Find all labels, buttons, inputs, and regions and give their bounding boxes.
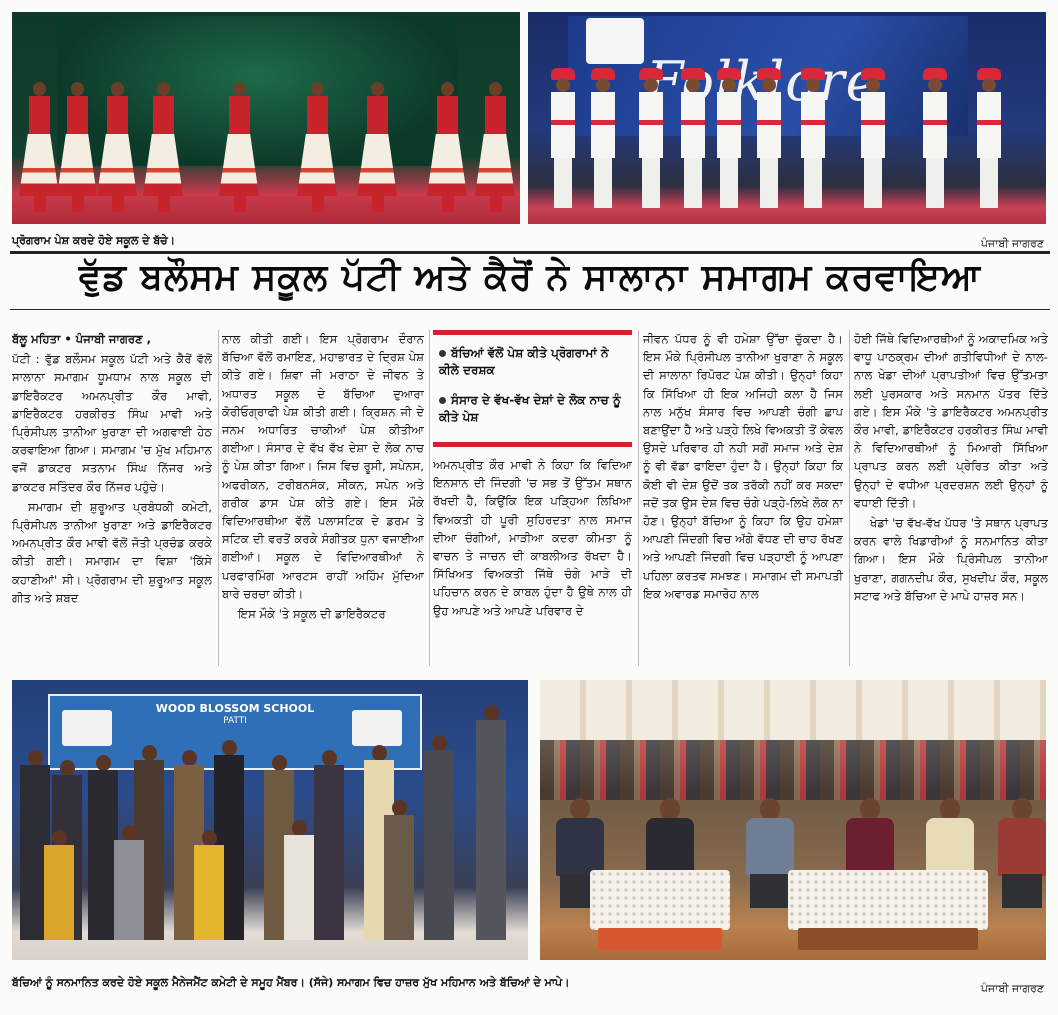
school-logo — [62, 710, 112, 746]
seated-student — [192, 830, 226, 940]
tent-canopy — [540, 680, 1046, 740]
seated-student — [42, 830, 76, 940]
column-divider — [638, 330, 639, 666]
dancer-figure — [432, 82, 462, 212]
top-photo-credit: ਪੰਜਾਬੀ ਜਾਗਰਣ — [980, 237, 1044, 250]
seated-student — [112, 825, 146, 940]
photo-stage-dancers — [12, 12, 520, 224]
school-logo — [586, 18, 644, 64]
performer-figure — [636, 68, 666, 208]
lace-table — [788, 870, 988, 930]
photo-award-group — [12, 680, 528, 960]
highlights-bar-top — [433, 330, 632, 335]
headline: ਵੁੱਡ ਬਲੌਸਮ ਸਕੂਲ ਪੱਟੀ ਅਤੇ ਕੈਰੋਂ ਨੇ ਸਾਲਾਨਾ ਸਮਾਗਮ ਕਰਵਾਇਆ — [78, 257, 982, 298]
dancer-figure — [24, 82, 54, 212]
performer-figure — [714, 68, 744, 208]
photo-audience — [540, 680, 1046, 960]
article-paragraph: ਨਾਲ ਕੀਤੀ ਗਈ। ਇਸ ਪ੍ਰੋਗਰਾਮ ਦੌਰਾਨ ਬੱਚਿਆ ਵੱਲੋਂ ਰਮਾਇਣ, ਮਹਾਭਾਰਤ ਦੇ ਦ੍ਰਿਸ਼ ਪੇਸ਼ ਕੀਤੇ ਗਏ। ਸ਼ਿਵਾ ਜੀ ਮਰਾਠਾ ਦੇ ਜੀਵਨ ਤੇ ਅਧਾਰਤ ਸਕੂਲ ਦੇ ਬੱਚਿਆ ਦੁਆਰਾ ਕੋਰੀਓਗ੍ਰਾਫੀ ਪੇਸ਼ ਕੀਤੀ ਗਈ। ਕ੍ਰਿਸ਼ਨ ਜੀ ਦੇ ਜਨਮ ਅਧਾਰਿਤ ਚਾਕੀਆਂ ਪੇਸ਼ ਕੀਤੀਆ ਗਈਆ। ਸੰਸਾਰ ਦੇ ਵੱਖ ਵੱਖ ਦੇਸ਼ਾ ਦੇ ਲੋਕ ਨਾਚ ਨੂੰ ਪੇਸ਼ ਕੀਤਾ ਗਿਆ। ਜਿਸ ਵਿਚ ਰੂਸੀ, ਸਪੇਨਸ, ਅਫਰੀਕਨ, ਟਰੀਬਨਸੰਕ, ਸੀਕਨ, ਸਪੇਨ ਅਤੇ ਗਰੀਕ ਡਾਸ ਪੇਸ਼ ਕੀਤੇ ਗਏ। ਇਸ ਮੌਕੇ ਵਿਦਿਆਰਥੀਆ ਵੱਲੋਂ ਪਲਾਸਟਿਕ ਦੇ ਡਰਮ ਤੇ ਸਟਿਕ ਦੀ ਵਰਤੋਂ ਕਰਕੇ ਸੰਗੀਤਕ ਧੁਨਾ ਵਜਾਈਆ ਗਈਆਂ। ਸਕੂਲ ਦੇ ਵਿਦਿਆਰਥੀਆਂ ਨੇ ਪਰਫਾਰਮਿੰਗ ਆਰਟਸ ਰਾਹੀਂ ਅਹਿੰਮ ਮੁੱਦਿਆ ਬਾਰੇ ਚਰਚਾ ਕੀਤੀ। — [222, 332, 424, 601]
column-divider — [218, 330, 219, 666]
article-column-3 — [433, 456, 632, 666]
highlights-bar-bottom — [433, 442, 632, 447]
person-figure — [474, 705, 508, 940]
performer-figure — [588, 68, 618, 208]
article-paragraph: ਸਮਾਗਮ ਦੀ ਸ਼ੁਰੂਆਤ ਪ੍ਰਬੰਧਕੀ ਕਮੇਟੀ, ਪ੍ਰਿੰਸੀਪਲ ਤਾਨੀਆ ਖੁਰਾਣਾ ਅਤੇ ਡਾਇਰੈਕਟਰ ਅਮਨਪ੍ਰੀਤ ਕੌਰ ਮਾਵੀ ਵੱਲੋਂ ਜੋਤੀ ਪ੍ਰਚੰਡ ਕਰਕੇ ਕੀਤੀ ਗਈ। ਸਮਾਗਮ ਦਾ ਵਿਸ਼ਾ 'ਕਿੱਸੇ ਕਹਾਣੀਆਂ' ਸੀ। ਪ੍ਰੋਗਰਾਮ ਦੀ ਸ਼ੁਰੂਆਤ ਸਕੂਲ ਗੀਤ ਅਤੇ ਸ਼ਬਦ — [12, 499, 212, 605]
article-paragraph: ਪੱਟੀ : ਵੁੱਡ ਬਲੌਸਮ ਸਕੂਲ ਪੱਟੀ ਅਤੇ ਕੈਰੋਂ ਵੱਲੋਂ ਸਾਲਾਨਾ ਸਮਾਗਮ ਧੂਮਧਾਮ ਨਾਲ ਸਕੂਲ ਦੀ ਡਾਇਰੈਕਟਰ ਅਮਨਪ੍ਰੀਤ ਕੌਰ ਮਾਵੀ, ਡਾਇਰੈਕਟਰ ਹਰਕੀਰਤ ਸਿੰਘ ਮਾਵੀ ਅਤੇ ਪ੍ਰਿੰਸੀਪਲ ਤਾਨੀਆ ਖੁਰਾਣਾ ਦੀ ਅਗਵਾਈ ਹੇਠ ਕਰਵਾਇਆ ਗਿਆ। ਸਮਾਗਮ 'ਚ ਮੁੱਖ ਮਹਿਮਾਨ ਵਜੋਂ ਡਾਕਟਰ ਸਤਨਾਮ ਸਿੰਘ ਨਿੱਜਰ ਅਤੇ ਡਾਕਟਰ ਸਤਿੰਦਰ ਕੌਰ ਨਿੱਜਰ ਪਹੁੰਚੇ। — [12, 352, 212, 494]
seated-person — [382, 800, 416, 940]
top-photo-caption: ਪ੍ਰੋਗਰਾਮ ਪੇਸ਼ ਕਰਦੇ ਹੋਏ ਸਕੂਲ ਦੇ ਬੱਚੇ। — [12, 234, 176, 247]
byline: ਬੱਲੂ ਮਹਿਤਾ • ਪੰਜਾਬੀ ਜਾਗਰਣ , — [12, 332, 152, 346]
dancer-figure — [148, 82, 178, 212]
article-paragraph: ਖੇਡਾਂ 'ਚ ਵੱਖ-ਵੱਖ ਪੱਧਰ 'ਤੇ ਸਥਾਨ ਪ੍ਰਾਪਤ ਕਰਨ ਵਾਲੇ ਖਿਡਾਰੀਆਂ ਨੂੰ ਸਨਮਾਨਿਤ ਕੀਤਾ ਗਿਆ। ਇਸ ਮੌਕੇ ਪ੍ਰਿੰਸੀਪਲ ਤਾਨੀਆ ਖੁਰਾਣਾ, ਗਗਨਦੀਪ ਕੌਰ, ਸੁਖਦੀਪ ਕੌਰ, ਸਕੂਲ ਸਟਾਫ ਅਤੇ ਬੱਚਿਆ ਦੇ ਮਾਪੇ ਹਾਜ਼ਰ ਸਨ। — [854, 516, 1048, 603]
highlights-box — [433, 330, 632, 449]
performer-figure — [754, 68, 784, 208]
person-figure — [312, 750, 346, 940]
lace-table — [590, 870, 730, 930]
column-divider — [429, 330, 430, 666]
performer-figure — [548, 68, 578, 208]
bullet-icon — [439, 397, 446, 404]
seated-guest — [992, 798, 1046, 908]
article-paragraph: ਅਮਨਪ੍ਰੀਤ ਕੌਰ ਮਾਵੀ ਨੇ ਕਿਹਾ ਕਿ ਵਿਦਿਆ ਇਨਸਾਨ ਦੀ ਜਿੰਦਗੀ 'ਚ ਸਭ ਤੋਂ ਉੱਤਮ ਸਥਾਨ ਰੱਖਦੀ ਹੈ, ਕਿਉਂਕਿ ਇਕ ਪੜ੍ਹਿਆ ਲਿਖਿਆ ਵਿਅਕਤੀ ਹੀ ਪੂਰੀ ਸੁਹਿਰਦਤਾ ਨਾਲ ਸਮਾਜ ਦੀਆ ਚੰਗੀਆਂ, ਮਾੜੀਆ ਕਦਰਾ ਕੀਮਤਾ ਨੂੰ ਵਾਚਨ ਤੇ ਜਾਚਨ ਦੀ ਕਾਬਲੀਅਤ ਰੱਖਦਾ ਹੈ। ਸਿੱਖਿਅਤ ਵਿਅਕਤੀ ਜਿੱਥੇ ਚੰਗੇ ਮਾੜੇ ਦੀ ਪਹਿਚਾਨ ਕਰਨ ਦੇ ਕਾਬਲ ਹੁੰਦਾ ਹੈ ਉਥੇ ਨਾਲ ਹੀ ਉਹ ਆਪਣੇ ਅਤੇ ਆਪਣੇ ਪਰਿਵਾਰ ਦੇ — [433, 458, 632, 618]
article-column-1 — [12, 330, 212, 666]
table-base — [798, 928, 978, 950]
performer-figure — [920, 68, 950, 208]
bottom-photo-credit: ਪੰਜਾਬੀ ਜਾਗਰਣ — [980, 982, 1044, 995]
photo-folklore-performers — [528, 12, 1046, 224]
article-paragraph: ਇਸ ਮੌਕੇ 'ਤੇ ਸਕੂਲ ਦੀ ਡਾਇਰੈਕਟਰ — [238, 607, 386, 622]
article-paragraph: ਹੋਈ ਜਿੱਥੇ ਵਿਦਿਆਰਥੀਆਂ ਨੂੰ ਅਕਾਦਮਿਕ ਅਤੇ ਵਾਧੂ ਪਾਠਕ੍ਰਮ ਦੀਆਂ ਗਤੀਵਿਧੀਆਂ ਦੇ ਨਾਲ-ਨਾਲ ਖੇਡਾ ਦੀਆਂ ਪ੍ਰਾਪਤੀਆਂ ਵਿਚ ਉੱਤਮਤਾ ਲਈ ਪੁਰਸਕਾਰ ਅਤੇ ਸਨਮਾਨ ਪੱਤਰ ਦਿੱਤੇ ਗਏ। ਇਸ ਮੌਕੇ 'ਤੇ ਡਾਇਰੈਕਟਰ ਅਮਨਪ੍ਰੀਤ ਕੌਰ ਮਾਵੀ, ਡਾਇਰੈਕਟਰ ਹਰਕੀਰਤ ਸਿੰਘ ਮਾਵੀ ਨੇ ਵਿਦਿਆਰਥੀਆਂ ਨੂੰ ਮਿਆਰੀ ਸਿੱਖਿਆ ਪ੍ਰਾਪਤ ਕਰਨ ਲਈ ਪ੍ਰੇਰਿਤ ਕੀਤਾ ਅਤੇ ਉਨ੍ਹਾਂ ਦੇ ਵਧੀਆ ਪ੍ਰਦਰਸ਼ਨ ਲਈ ਉਨ੍ਹਾਂ ਨੂੰ ਵਧਾਈ ਦਿੱਤੀ। — [854, 332, 1048, 510]
article-paragraph: ਜੀਵਨ ਪੱਧਰ ਨੂੰ ਵੀ ਹਮੇਸ਼ਾ ਉੱਚਾ ਚੁੱਕਦਾ ਹੈ। ਇਸ ਮੌਕੇ ਪ੍ਰਿੰਸੀਪਲ ਤਾਨੀਆ ਖੁਰਾਣਾ ਨੇ ਸਕੂਲ ਦੀ ਸਾਲਾਨਾ ਰਿਪੋਰਟ ਪੇਸ਼ ਕੀਤੀ। ਉਨ੍ਹਾਂ ਕਿਹਾ ਕਿ ਸਿੱਖਿਆ ਹੀ ਇਕ ਅਜਿਹੀ ਕਲਾ ਹੈ ਜਿਸ ਨਾਲ ਮਨੁੱਖ ਸੰਸਾਰ ਵਿਚ ਆਪਣੀ ਚੰਗੀ ਛਾਪ ਬਣਾਉਂਦਾ ਹੈ ਅਤੇ ਪੜ੍ਹੇ ਲਿਖੇ ਵਿਅਕਤੀ ਤੋਂ ਕੇਵਲ ਉਸਦੇ ਪਰਿਵਾਰ ਹੀ ਨਹੀ ਸਗੋਂ ਸਮਾਜ ਅਤੇ ਦੇਸ਼ ਨੂੰ ਵੀ ਵੱਡਾ ਫਾਇਦਾ ਹੁੰਦਾ ਹੈ। ਉਨ੍ਹਾਂ ਕਿਹਾ ਕਿ ਕੋਈ ਵੀ ਦੇਸ਼ ਉਦੋਂ ਤਕ ਤਰੱਕੀ ਨਹੀਂ ਕਰ ਸਕਦਾ ਜਦੋਂ ਤਕ ਉਸ ਦੇਸ਼ ਵਿਚ ਚੰਗੇ ਪੜ੍ਹੇ-ਲਿਖੇ ਲੋਕ ਨਾ ਹੋਣ। ਉਨ੍ਹਾਂ ਬੱਚਿਆ ਨੂੰ ਕਿਹਾ ਕਿ ਉਹ ਹਮੇਸ਼ਾ ਆਪਣੀ ਜਿੰਦਗੀ ਵਿਚ ਅੱਗੇ ਵੱਧਣ ਦੀ ਚਾਹ ਰੱਖਣ ਅਤੇ ਆਪਣੀ ਜਿੰਦਗੀ ਵਿਚ ਪੜ੍ਹਾਈ ਨੂੰ ਆਪਣਾ ਪਹਿਲਾ ਕਰਤਵ ਸਮਝਣ। ਸਮਾਗਮ ਦੀ ਸਮਾਪਤੀ ਇਕ ਅਵਾਰਡ ਸਮਾਰੋਹ ਨਾਲ — [643, 332, 843, 601]
article-column-5 — [854, 330, 1048, 666]
person-figure — [422, 735, 456, 940]
performer-figure — [798, 68, 828, 208]
dancer-figure — [62, 82, 92, 212]
school-banner-name: WOOD BLOSSOM SCHOOL — [155, 702, 315, 715]
article-column-4 — [643, 330, 843, 666]
dancer-figure — [102, 82, 132, 212]
audience-crowd — [540, 740, 1046, 800]
dancer-figure — [302, 82, 332, 212]
dancer-figure — [480, 82, 510, 212]
highlight-item: ਬੱਚਿਆਂ ਵੱਲੋਂ ਪੇਸ਼ ਕੀਤੇ ਪ੍ਰੋਗਰਾਮਾਂ ਨੇ ਕੀਲੇ ਦਰਸ਼ਕ — [439, 346, 609, 377]
performer-figure — [858, 68, 888, 208]
seated-student — [282, 820, 316, 940]
article-column-2 — [222, 330, 424, 666]
bullet-icon — [439, 350, 446, 357]
dancer-figure — [224, 82, 254, 212]
performer-figure — [678, 68, 708, 208]
school-logo — [352, 710, 402, 746]
highlight-item: ਸੰਸਾਰ ਦੇ ਵੱਖ-ਵੱਖ ਦੇਸ਼ਾਂ ਦੇ ਲੋਕ ਨਾਚ ਨੂੰ ਕੀਤੇ ਪੇਸ਼ — [439, 393, 621, 424]
school-banner-place: PATTI — [223, 716, 247, 726]
bottom-photo-caption: ਬੱਚਿਆਂ ਨੂੰ ਸਨਮਾਨਿਤ ਕਰਦੇ ਹੋਏ ਸਕੂਲ ਮੈਨੇਜਮੈਂਟ ਕਮੇਟੀ ਦੇ ਸਮੂਹ ਮੈਂਬਰ। (ਸੱਜੇ) ਸਮਾਗਮ ਵਿਚ ਹਾਜ਼ਰ ਮੁੱਖ ਮਹਿਮਾਨ ਅਤੇ ਬੱਚਿਆਂ ਦੇ ਮਾਪੇ। — [12, 976, 570, 989]
table-base — [598, 928, 722, 950]
dancer-figure — [362, 82, 392, 212]
column-divider — [849, 330, 850, 666]
headline-rule-bottom — [10, 309, 1050, 310]
performer-figure — [974, 68, 1004, 208]
